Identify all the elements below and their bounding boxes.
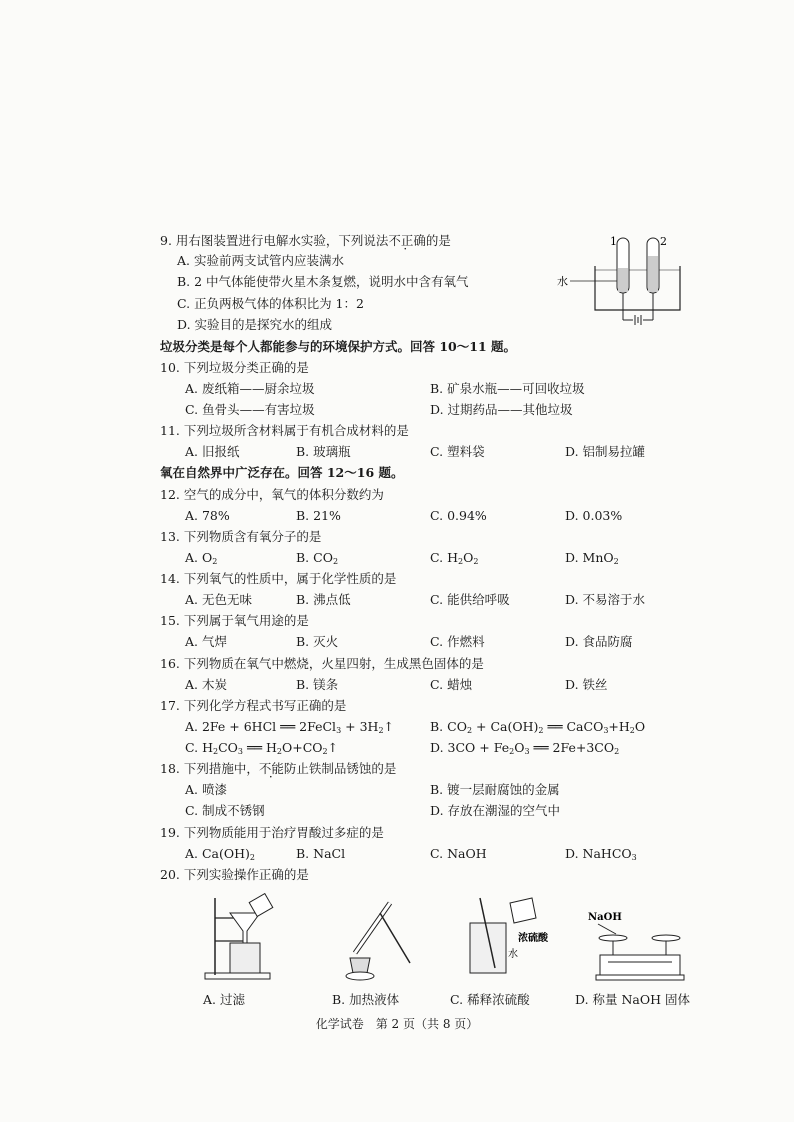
q20-stem: 20. 下列实验操作正确的是 <box>160 867 309 882</box>
q9-stem: 9. 用右图装置进行电解水实验，下列说法不正确的是 <box>160 233 451 248</box>
q14-option-b: B. 沸点低 <box>296 592 351 607</box>
q18-stem: 18. 下列措施中，不能防止铁制品锈蚀的是 <box>160 761 397 776</box>
section-heading-garbage: 垃圾分类是每个人都能参与的环境保护方式。回答 10～11 题。 <box>160 339 516 354</box>
q11-option-a: A. 旧报纸 <box>185 444 240 459</box>
q13-stem: 13. 下列物质含有氧分子的是 <box>160 529 322 544</box>
q15-option-b: B. 灭火 <box>296 634 339 649</box>
q16-option-b: B. 镁条 <box>296 677 339 692</box>
tube-1-label: 1 <box>610 235 617 248</box>
q16-stem: 16. 下列物质在氧气中燃烧，火星四射，生成黑色固体的是 <box>160 656 484 671</box>
q14-stem: 14. 下列氧气的性质中，属于化学性质的是 <box>160 571 397 586</box>
q10-option-b: B. 矿泉水瓶——可回收垃圾 <box>430 381 585 396</box>
water-label: 水 <box>557 275 568 288</box>
q12-option-d: D. 0.03% <box>565 508 623 523</box>
q13-option-b: B. $CO_2$ <box>296 550 339 566</box>
q13-option-a: A. $O_2$ <box>185 550 218 566</box>
q18-option-c: C. 制成不锈钢 <box>185 803 265 818</box>
q13-option-d: D. MnO$_2$ <box>565 550 619 566</box>
q14-option-c: C. 能供给呼吸 <box>430 592 510 607</box>
q18-emphasis: 不能 <box>258 761 284 776</box>
q9-option-d: D. 实验目的是探究水的组成 <box>177 317 333 332</box>
q10-option-c: C. 鱼骨头——有害垃圾 <box>185 402 315 417</box>
q12-option-c: C. 0.94% <box>430 508 487 523</box>
q15-option-c: C. 作燃料 <box>430 634 485 649</box>
q19-option-c: C. NaOH <box>430 846 487 861</box>
q17-stem: 17. 下列化学方程式书写正确的是 <box>160 698 347 713</box>
q17-option-d: D. $3CO + Fe_2O_3$ ══ $2Fe+3CO_2$ <box>430 740 620 756</box>
dilute-acid-figure <box>460 893 555 983</box>
q11-option-d: D. 铝制易拉罐 <box>565 444 646 459</box>
q20-caption-b: B. 加热液体 <box>332 992 400 1007</box>
q18-option-d: D. 存放在潮湿的空气中 <box>430 803 561 818</box>
q13-option-c: C. $H_2O_2$ <box>430 550 479 566</box>
section-heading-oxygen: 氧在自然界中广泛存在。回答 12～16 题。 <box>160 465 404 480</box>
q19-stem: 19. 下列物质能用于治疗胃酸过多症的是 <box>160 825 384 840</box>
q9-option-c: C. 正负两极气体的体积比为 1：2 <box>177 296 364 311</box>
q15-stem: 15. 下列属于氧气用途的是 <box>160 613 309 628</box>
q11-option-c: C. 塑料袋 <box>430 444 485 459</box>
q12-option-b: B. 21% <box>296 508 341 523</box>
q15-option-a: A. 气焊 <box>185 634 227 649</box>
q9-emphasis: 不正确 <box>388 233 426 248</box>
q18-option-b: B. 镀一层耐腐蚀的金属 <box>430 782 560 797</box>
q9-option-a: A. 实验前两支试管内应装满水 <box>177 253 344 268</box>
page-footer: 化学试卷 第 2 页（共 8 页） <box>315 1017 479 1031</box>
balance-figure <box>588 910 693 985</box>
q10-option-a: A. 废纸箱——厨余垃圾 <box>185 381 315 396</box>
heating-liquid-figure <box>335 898 415 983</box>
q11-stem: 11. 下列垃圾所含材料属于有机合成材料的是 <box>160 423 409 438</box>
q20-caption-a: A. 过滤 <box>203 992 245 1007</box>
q16-option-c: C. 蜡烛 <box>430 677 473 692</box>
q12-stem: 12. 空气的成分中，氧气的体积分数约为 <box>160 487 384 502</box>
q17-option-a: A. 2Fe + 6HCl ══ 2FeCl$_3$ + $3H_2↑$ <box>185 719 395 735</box>
q14-option-a: A. 无色无味 <box>185 592 252 607</box>
q20-caption-d: D. 称量 NaOH 固体 <box>575 992 691 1007</box>
q18-option-a: A. 喷漆 <box>185 782 227 797</box>
q19-option-b: B. NaCl <box>296 846 346 861</box>
q11-option-b: B. 玻璃瓶 <box>296 444 351 459</box>
q10-option-d: D. 过期药品——其他垃圾 <box>430 402 573 417</box>
beaker-water-label: 水 <box>508 949 518 960</box>
electrolysis-apparatus-figure <box>555 228 695 328</box>
q19-option-a: A. $Ca(OH)_2$ <box>185 846 255 862</box>
q19-option-d: D. NaHCO$_3$ <box>565 846 637 862</box>
q20-caption-c: C. 稀释浓硫酸 <box>450 992 530 1007</box>
acid-label: 浓硫酸 <box>518 933 548 944</box>
q17-option-b: B. $CO_2 + Ca(OH)_2$ ══ $CaCO_3+H_2O$ <box>430 719 646 735</box>
q10-stem: 10. 下列垃圾分类正确的是 <box>160 360 309 375</box>
q15-option-d: D. 食品防腐 <box>565 634 633 649</box>
q17-option-c: C. $H_2CO_3$ ══ $H_2O+CO_2↑$ <box>185 740 339 756</box>
q12-option-a: A. 78% <box>185 508 230 523</box>
tube-2-label: 2 <box>660 235 667 248</box>
q14-option-d: D. 不易溶于水 <box>565 592 646 607</box>
filtration-figure <box>200 893 280 983</box>
q16-option-a: A. 木炭 <box>185 677 227 692</box>
q9-option-b: B. 2 中气体能使带火星木条复燃，说明水中含有氧气 <box>177 274 469 289</box>
naoh-label: NaOH <box>588 912 622 923</box>
q16-option-d: D. 铁丝 <box>565 677 608 692</box>
